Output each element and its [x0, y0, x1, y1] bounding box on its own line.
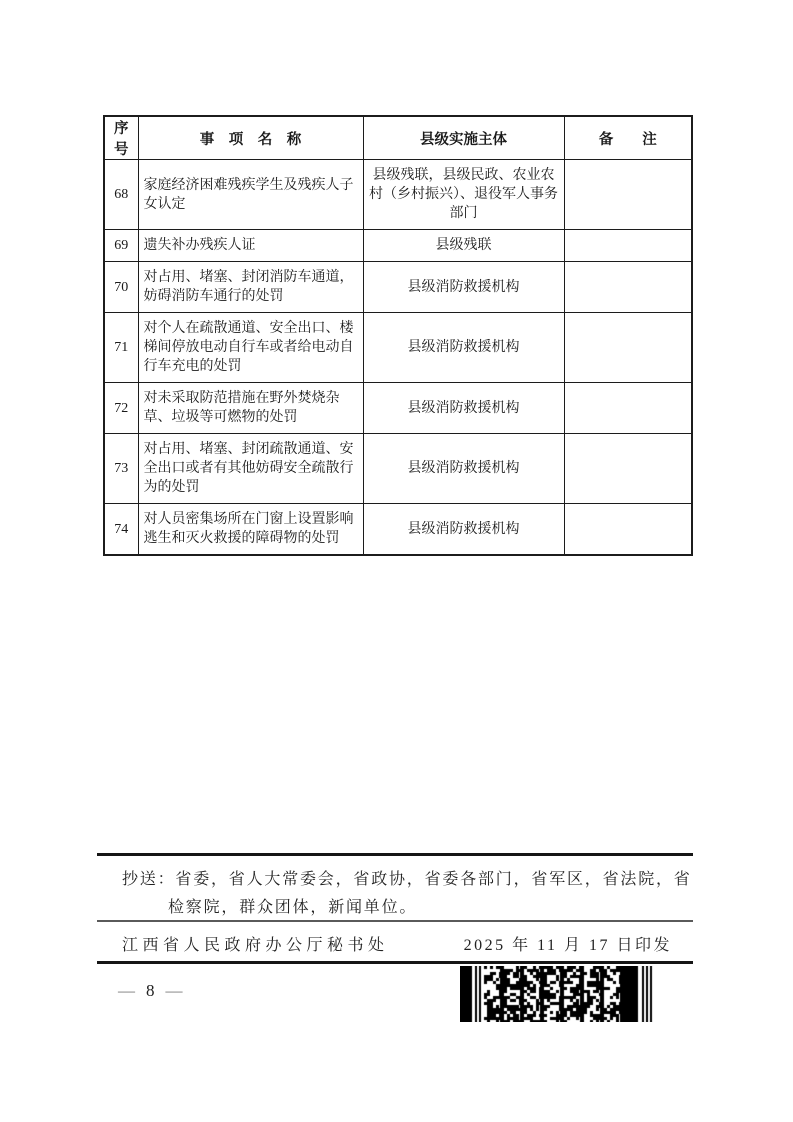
- table-row: [104, 230, 692, 262]
- cell-remark: [564, 313, 692, 383]
- cell-serial-number: 74: [104, 504, 138, 556]
- footer-divider-top: [97, 853, 693, 856]
- footer-divider-middle: [97, 920, 693, 922]
- copy-to-label: 抄送：: [122, 871, 176, 888]
- cell-serial-number: 72: [104, 383, 138, 434]
- table-row: [104, 434, 692, 504]
- issuing-office: 江西省人民政府办公厅秘书处: [122, 937, 389, 954]
- table-row: [104, 383, 692, 434]
- col-header-implementing-body: 县级实施主体: [363, 116, 564, 160]
- cell-remark: [564, 383, 692, 434]
- cell-remark: [564, 504, 692, 556]
- table-row: [104, 504, 692, 556]
- cell-serial-number: 69: [104, 230, 138, 262]
- cell-implementing-body: 县级消防救援机构: [363, 313, 564, 383]
- cell-remark: [564, 230, 692, 262]
- cell-item-name: 对占用、堵塞、封闭疏散通道、安全出口或者有其他妨碍安全疏散行为的处罚: [138, 434, 363, 504]
- copy-to-line-1: [122, 866, 692, 889]
- footer-divider-bottom: [97, 961, 693, 964]
- table-row: [104, 262, 692, 313]
- barcode-2d: [460, 966, 656, 1022]
- cell-item-name: 对占用、堵塞、封闭消防车通道，妨碍消防车通行的处罚: [138, 262, 363, 313]
- cell-serial-number: 70: [104, 262, 138, 313]
- cell-remark: [564, 434, 692, 504]
- cell-implementing-body: 县级消防救援机构: [363, 504, 564, 556]
- cell-serial-number: 71: [104, 313, 138, 383]
- cell-remark: [564, 160, 692, 230]
- matters-table: [103, 115, 693, 556]
- cell-item-name: 家庭经济困难残疾学生及残疾人子女认定: [138, 160, 363, 230]
- cell-item-name: 对人员密集场所在门窗上设置影响逃生和灭火救援的障碍物的处罚: [138, 504, 363, 556]
- cell-serial-number: 73: [104, 434, 138, 504]
- cell-implementing-body: 县级残联，县级民政、农业农村（乡村振兴）、退役军人事务部门: [363, 160, 564, 230]
- page-number-dash-left: —: [118, 981, 135, 1000]
- cell-implementing-body: 县级消防救援机构: [363, 383, 564, 434]
- copy-to-line-2: 检察院，群众团体，新闻单位。: [168, 899, 418, 916]
- cell-item-name: 遗失补办残疾人证: [138, 230, 363, 262]
- cell-implementing-body: 县级消防救援机构: [363, 434, 564, 504]
- copy-to-text-1: 省委，省人大常委会，省政协，省委各部门，省军区，省法院，省: [175, 871, 692, 888]
- cell-item-name: 对个人在疏散通道、安全出口、楼梯间停放电动自行车或者给电动自行车充电的处罚: [138, 313, 363, 383]
- cell-remark: [564, 262, 692, 313]
- page-number-dash-right: —: [165, 981, 183, 1000]
- publisher-row: [122, 932, 672, 955]
- col-header-serial-number: 序号: [104, 116, 138, 160]
- cell-serial-number: 68: [104, 160, 138, 230]
- print-date: 2025 年 11 月 17 日印发: [463, 937, 672, 954]
- cell-implementing-body: 县级消防救援机构: [363, 262, 564, 313]
- col-header-item-name: 事 项 名 称: [138, 116, 363, 160]
- page-number-value: 8: [146, 981, 155, 1000]
- page-number: [118, 981, 183, 1001]
- table-header-row: [104, 116, 692, 160]
- table-row: [104, 160, 692, 230]
- table-row: [104, 313, 692, 383]
- cell-item-name: 对未采取防范措施在野外焚烧杂草、垃圾等可燃物的处罚: [138, 383, 363, 434]
- cell-implementing-body: 县级残联: [363, 230, 564, 262]
- col-header-remark: 备 注: [564, 116, 692, 160]
